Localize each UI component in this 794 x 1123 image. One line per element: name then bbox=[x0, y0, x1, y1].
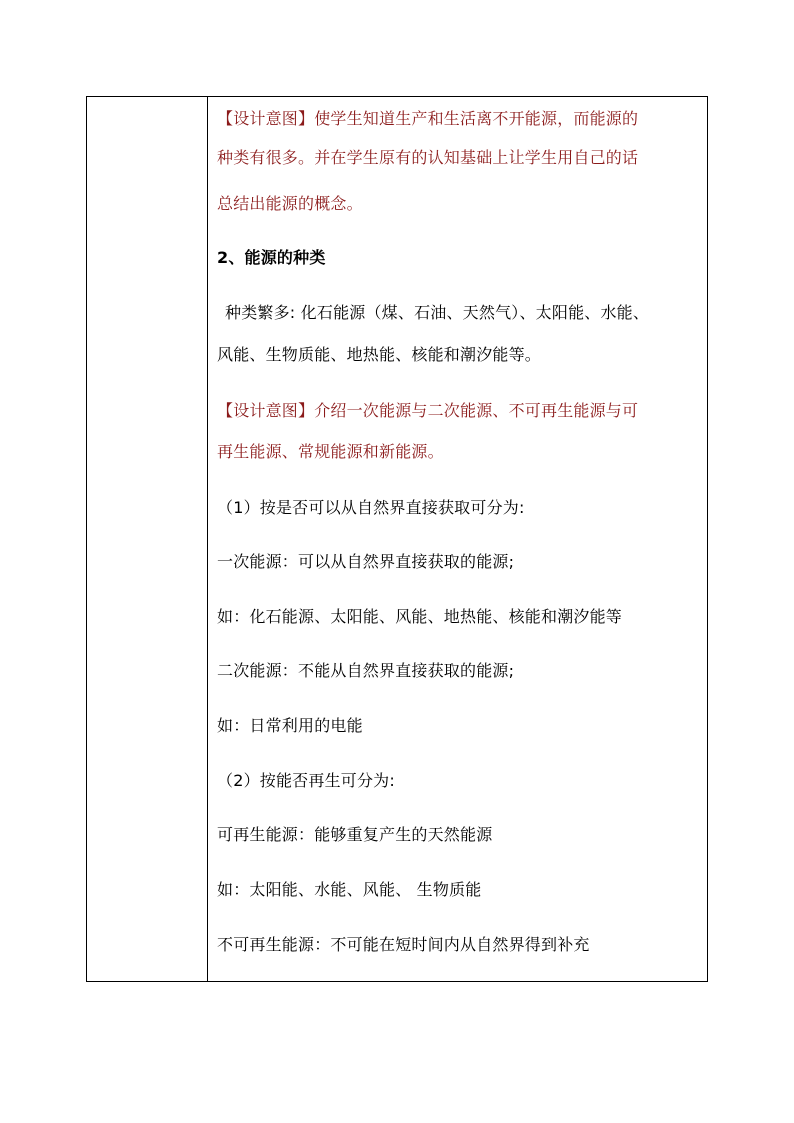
nonrenewable-energy-definition: 不可再生能源：不可能在短时间内从自然界得到补充 bbox=[217, 935, 590, 954]
design-intent-tag: 【设计意图】 bbox=[217, 401, 315, 420]
primary-energy-examples: 如：化石能源、太阳能、风能、地热能、核能和潮汐能等 bbox=[217, 607, 623, 626]
content-cell bbox=[217, 97, 707, 981]
design-intent-1-line-3: 总结出能源的概念。 bbox=[217, 194, 363, 213]
renewable-energy-definition: 可再生能源：能够重复产生的天然能源 bbox=[217, 825, 493, 844]
design-intent-tag: 【设计意图】 bbox=[217, 109, 315, 128]
classification-2: （2）按能否再生可分为: bbox=[217, 771, 395, 790]
design-intent-2-line-1 bbox=[217, 401, 638, 421]
column-divider bbox=[207, 97, 208, 981]
primary-energy-definition: 一次能源：可以从自然界直接获取的能源; bbox=[217, 552, 515, 571]
secondary-energy-examples: 如：日常利用的电能 bbox=[217, 716, 363, 735]
energy-types-line-1: 种类繁多: 化石能源（煤、石油、天然气）、太阳能、水能、 bbox=[225, 303, 650, 322]
renewable-energy-examples: 如：太阳能、水能、风能、 生物质能 bbox=[217, 880, 482, 899]
design-intent-text: 介绍一次能源与二次能源、不可再生能源与可 bbox=[314, 401, 639, 420]
design-intent-text: 使学生知道生产和生活离不开能源，而能源的 bbox=[314, 109, 639, 128]
secondary-energy-definition: 二次能源：不能从自然界直接获取的能源; bbox=[217, 661, 515, 680]
section-heading-energy-types: 2、能源的种类 bbox=[217, 248, 326, 267]
lesson-table bbox=[86, 96, 708, 982]
classification-1: （1）按是否可以从自然界直接获取可分为: bbox=[217, 498, 525, 517]
energy-types-line-2: 风能、生物质能、地热能、核能和潮汐能等。 bbox=[217, 345, 542, 364]
design-intent-1-line-1 bbox=[217, 109, 638, 129]
design-intent-2-line-2: 再生能源、常规能源和新能源。 bbox=[217, 442, 444, 461]
design-intent-1-line-2: 种类有很多。并在学生原有的认知基础上让学生用自己的话 bbox=[217, 148, 639, 167]
